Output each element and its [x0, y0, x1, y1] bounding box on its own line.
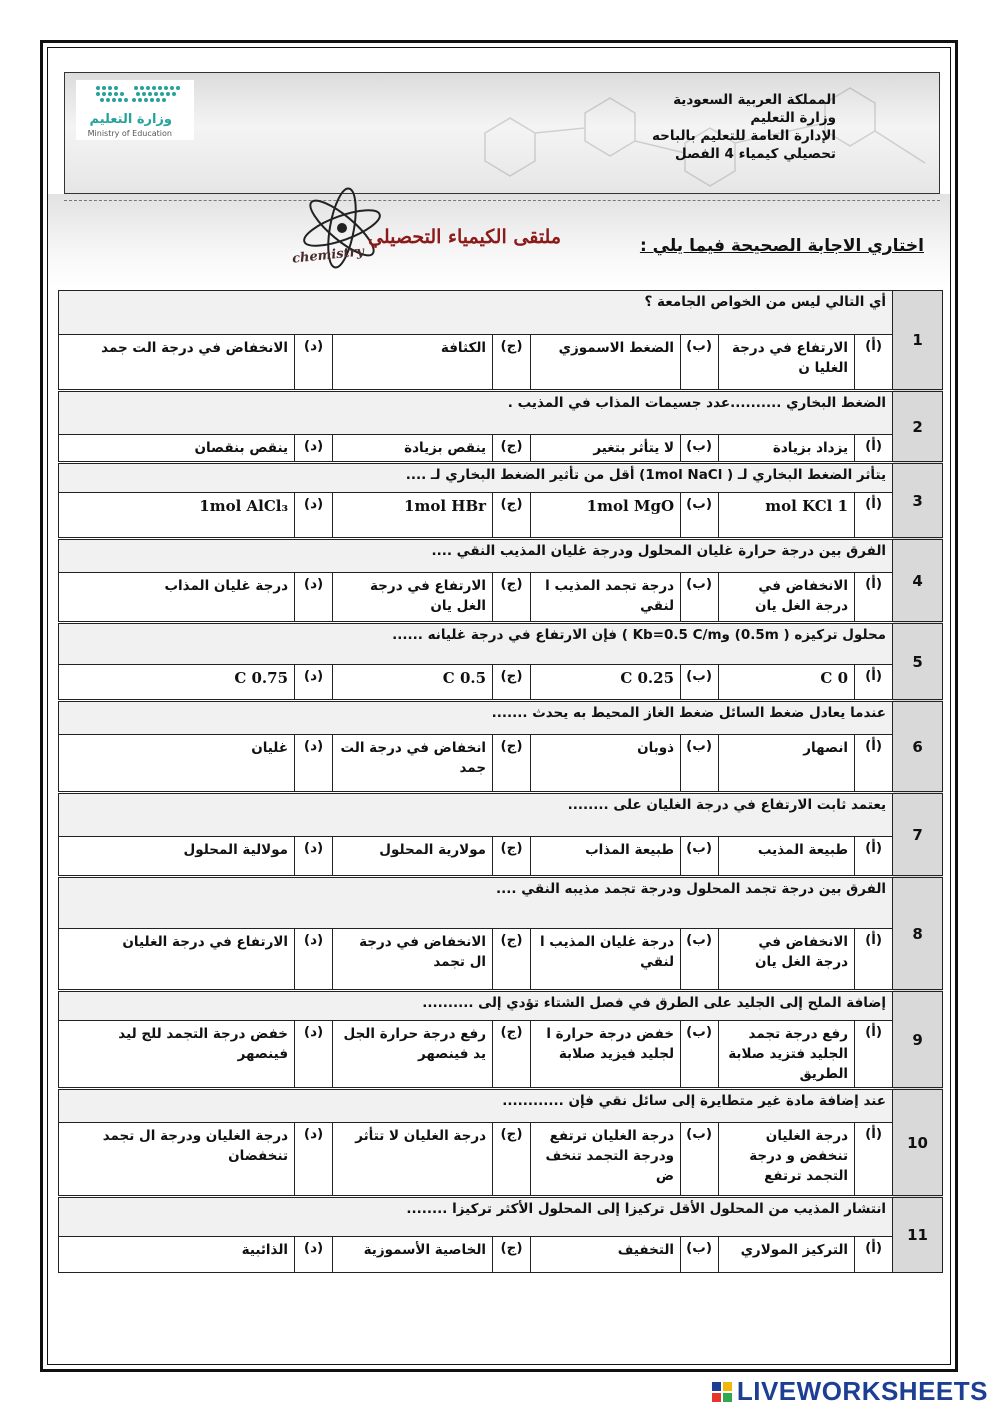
- instruction-heading: اختاري الاجابة الصحيحة فيما يلي :: [639, 236, 924, 256]
- option-label: (د): [295, 435, 333, 463]
- option-text[interactable]: الضغط الاسموزي: [531, 335, 681, 391]
- option-text[interactable]: الانخفاض في درجة الغل يان: [719, 573, 855, 623]
- option-text[interactable]: 1 mol KCl: [719, 493, 855, 539]
- question-number: 1: [893, 291, 943, 391]
- svg-text:وزارة التعليم: وزارة التعليم: [89, 112, 172, 127]
- options-row: [59, 573, 943, 623]
- question-text: عندما يعادل ضغط السائل ضغط الغاز المحيط به يحدث .......: [59, 701, 893, 735]
- option-text[interactable]: درجة الغليان ودرجة ال تجمد تنخفضان: [59, 1123, 295, 1197]
- options-row: [59, 837, 943, 877]
- option-label: (د): [295, 1237, 333, 1273]
- question-row: [59, 391, 943, 435]
- questions-table: [58, 290, 943, 1273]
- option-label: (أ): [855, 335, 893, 391]
- option-text[interactable]: 1mol AlCl₃: [59, 493, 295, 539]
- option-label: (أ): [855, 493, 893, 539]
- option-label: (ج): [493, 735, 531, 793]
- question-row: [59, 623, 943, 665]
- footer-brand: [711, 1376, 988, 1407]
- option-text[interactable]: مولالية المحلول: [59, 837, 295, 877]
- option-text[interactable]: 0 C: [719, 665, 855, 701]
- brand-subtitle: chemistry: [291, 244, 365, 267]
- option-label: (ج): [493, 573, 531, 623]
- question-number: 2: [893, 391, 943, 463]
- option-label: (د): [295, 1123, 333, 1197]
- option-label: (أ): [855, 1237, 893, 1273]
- option-label: (ب): [681, 335, 719, 391]
- option-text[interactable]: لا يتأثر بتغير: [531, 435, 681, 463]
- option-label: (ب): [681, 929, 719, 991]
- option-label: (ج): [493, 335, 531, 391]
- option-label: (ب): [681, 1021, 719, 1089]
- question-row: [59, 991, 943, 1021]
- option-label: (ج): [493, 435, 531, 463]
- option-label: (د): [295, 665, 333, 701]
- option-label: (ج): [493, 665, 531, 701]
- question-text: يعتمد ثابت الارتفاع في درجة الغليان على ........: [59, 793, 893, 837]
- option-text[interactable]: الخاصية الأسموزية: [333, 1237, 493, 1273]
- option-label: (أ): [855, 573, 893, 623]
- option-label: (أ): [855, 665, 893, 701]
- question-row: [59, 1089, 943, 1123]
- option-label: (ج): [493, 929, 531, 991]
- option-text[interactable]: انصهار: [719, 735, 855, 793]
- ministry-logo: [76, 80, 194, 140]
- option-text[interactable]: رفع درجة تجمد الجليد فتزيد صلابة الطريق: [719, 1021, 855, 1089]
- options-row: [59, 929, 943, 991]
- option-label: (ب): [681, 665, 719, 701]
- option-label: (أ): [855, 1123, 893, 1197]
- options-row: [59, 335, 943, 391]
- options-row: [59, 435, 943, 463]
- ministry-heading: [652, 91, 836, 163]
- question-row: [59, 291, 943, 335]
- option-label: (د): [295, 1021, 333, 1089]
- option-text[interactable]: انخفاض في درجة الت جمد: [333, 735, 493, 793]
- option-text[interactable]: ذوبان: [531, 735, 681, 793]
- option-text[interactable]: درجة تجمد المذيب ا لنقي: [531, 573, 681, 623]
- option-label: (د): [295, 493, 333, 539]
- question-number: 11: [893, 1197, 943, 1273]
- question-row: [59, 539, 943, 573]
- question-text: أي التالي ليس من الخواص الجامعة ؟: [59, 291, 893, 335]
- question-row: [59, 701, 943, 735]
- question-text: الضغط البخاري ..........عدد جسيمات المذاب في المذيب .: [59, 391, 893, 435]
- question-number: 7: [893, 793, 943, 877]
- option-label: (ج): [493, 837, 531, 877]
- liveworksheets-logo-icon: [711, 1381, 733, 1403]
- brand-title: ملتقى الكيمياء التحصيلي: [368, 226, 562, 248]
- question-number: 6: [893, 701, 943, 793]
- option-text[interactable]: خفض درجة حرارة ا لجليد فيزيد صلابة: [531, 1021, 681, 1089]
- option-text[interactable]: غليان: [59, 735, 295, 793]
- option-text[interactable]: درجة غليان المذيب ا لنقي: [531, 929, 681, 991]
- question-number: 9: [893, 991, 943, 1089]
- option-text[interactable]: التخفيف: [531, 1237, 681, 1273]
- option-label: (ب): [681, 1237, 719, 1273]
- question-number: 5: [893, 623, 943, 701]
- options-row: [59, 665, 943, 701]
- option-label: (د): [295, 735, 333, 793]
- question-number: 10: [893, 1089, 943, 1197]
- question-text: الفرق بين درجة حرارة غليان المحلول ودرجة غليان المذيب النقي ....: [59, 539, 893, 573]
- option-text[interactable]: طبيعة المذاب: [531, 837, 681, 877]
- option-text[interactable]: 0.25 C: [531, 665, 681, 701]
- option-text[interactable]: درجة غليان المذاب: [59, 573, 295, 623]
- option-text[interactable]: درجة الغليان تنخفض و درجة التجمد ترتفع: [719, 1123, 855, 1197]
- question-row: [59, 1197, 943, 1237]
- ministry-line: الإدارة العامة للتعليم بالباحه: [651, 128, 836, 144]
- option-label: (أ): [855, 1021, 893, 1089]
- options-row: [59, 493, 943, 539]
- options-row: [59, 735, 943, 793]
- option-text[interactable]: ينقص بزيادة: [333, 435, 493, 463]
- question-text: إضافة الملح إلى الجليد على الطرق في فصل الشتاء تؤدي إلى ..........: [59, 991, 893, 1021]
- option-text[interactable]: الانخفاض في درجة الت جمد: [59, 335, 295, 391]
- question-text: انتشار المذيب من المحلول الأقل تركيزا إلى المحلول الأكثر تركيزا ........: [59, 1197, 893, 1237]
- option-text[interactable]: رفع درجة حرارة الجل يد فينصهر: [333, 1021, 493, 1089]
- option-text[interactable]: درجة الغليان ترتفع ودرجة التجمد تنخف ض: [531, 1123, 681, 1197]
- option-label: (ج): [493, 1237, 531, 1273]
- option-text[interactable]: الارتفاع في درجة الغليان: [59, 929, 295, 991]
- option-label: (د): [295, 837, 333, 877]
- option-label: (د): [295, 335, 333, 391]
- option-text[interactable]: الذائبية: [59, 1237, 295, 1273]
- option-label: (ب): [681, 735, 719, 793]
- option-label: (د): [295, 929, 333, 991]
- options-row: [59, 1237, 943, 1273]
- ministry-logo-icon: [76, 80, 194, 140]
- option-label: (ج): [493, 1021, 531, 1089]
- ministry-line: وزارة التعليم: [750, 110, 836, 126]
- question-text: الفرق بين درجة تجمد المحلول ودرجة تجمد مذيبه النقي ....: [59, 877, 893, 929]
- option-label: (أ): [855, 837, 893, 877]
- footer-brand-text: LIVEWORKSHEETS: [736, 1376, 988, 1406]
- question-text: يتأثر الضغط البخاري لـ ( 1mol NaCl) أقل من تأثير الضغط البخاري لـ ....: [59, 463, 893, 493]
- ministry-line: المملكة العربية السعودية: [673, 92, 836, 108]
- option-text[interactable]: ينقص بنقصان: [59, 435, 295, 463]
- option-text[interactable]: التركيز المولاري: [719, 1237, 855, 1273]
- svg-text:Ministry of Education: Ministry of Education: [87, 129, 172, 138]
- options-row: [59, 1021, 943, 1089]
- question-number: 4: [893, 539, 943, 623]
- option-label: (ب): [681, 493, 719, 539]
- option-text[interactable]: يزداد بزيادة: [719, 435, 855, 463]
- option-label: (ب): [681, 573, 719, 623]
- option-text[interactable]: الارتفاع في درجة الغليا ن: [719, 335, 855, 391]
- option-text[interactable]: الكثافة: [333, 335, 493, 391]
- option-label: (ج): [493, 493, 531, 539]
- option-label: (أ): [855, 929, 893, 991]
- question-number: 3: [893, 463, 943, 539]
- question-text: عند إضافة مادة غير متطايرة إلى سائل نقي فإن ............: [59, 1089, 893, 1123]
- option-text[interactable]: طبيعة المذيب: [719, 837, 855, 877]
- option-label: (أ): [855, 735, 893, 793]
- option-text[interactable]: مولارية المحلول: [333, 837, 493, 877]
- question-number: 8: [893, 877, 943, 991]
- option-text[interactable]: 0.5 C: [333, 665, 493, 701]
- question-text: محلول تركيزه ( 0.5m) وKb=0.5 C/m ) فإن الارتفاع في درجة غليانه ......: [59, 623, 893, 665]
- ministry-line: تحصيلي كيمياء 4 الفصل: [675, 146, 836, 162]
- option-label: (ب): [681, 435, 719, 463]
- option-text[interactable]: خفض درجة التجمد للج ليد فينصهر: [59, 1021, 295, 1089]
- option-text[interactable]: الانخفاض في درجة ال تجمد: [333, 929, 493, 991]
- option-text[interactable]: الارتفاع في درجة الغل يان: [333, 573, 493, 623]
- option-text[interactable]: 1mol MgO: [531, 493, 681, 539]
- question-row: [59, 463, 943, 493]
- question-row: [59, 793, 943, 837]
- options-row: [59, 1123, 943, 1197]
- option-text[interactable]: الانخفاض في درجة الغل يان: [719, 929, 855, 991]
- option-label: (أ): [855, 435, 893, 463]
- option-text[interactable]: 0.75 C: [59, 665, 295, 701]
- option-label: (ج): [493, 1123, 531, 1197]
- option-label: (ب): [681, 1123, 719, 1197]
- option-label: (ب): [681, 837, 719, 877]
- option-label: (د): [295, 573, 333, 623]
- option-text[interactable]: درجة الغليان لا تتأثر: [333, 1123, 493, 1197]
- question-row: [59, 877, 943, 929]
- option-text[interactable]: 1mol HBr: [333, 493, 493, 539]
